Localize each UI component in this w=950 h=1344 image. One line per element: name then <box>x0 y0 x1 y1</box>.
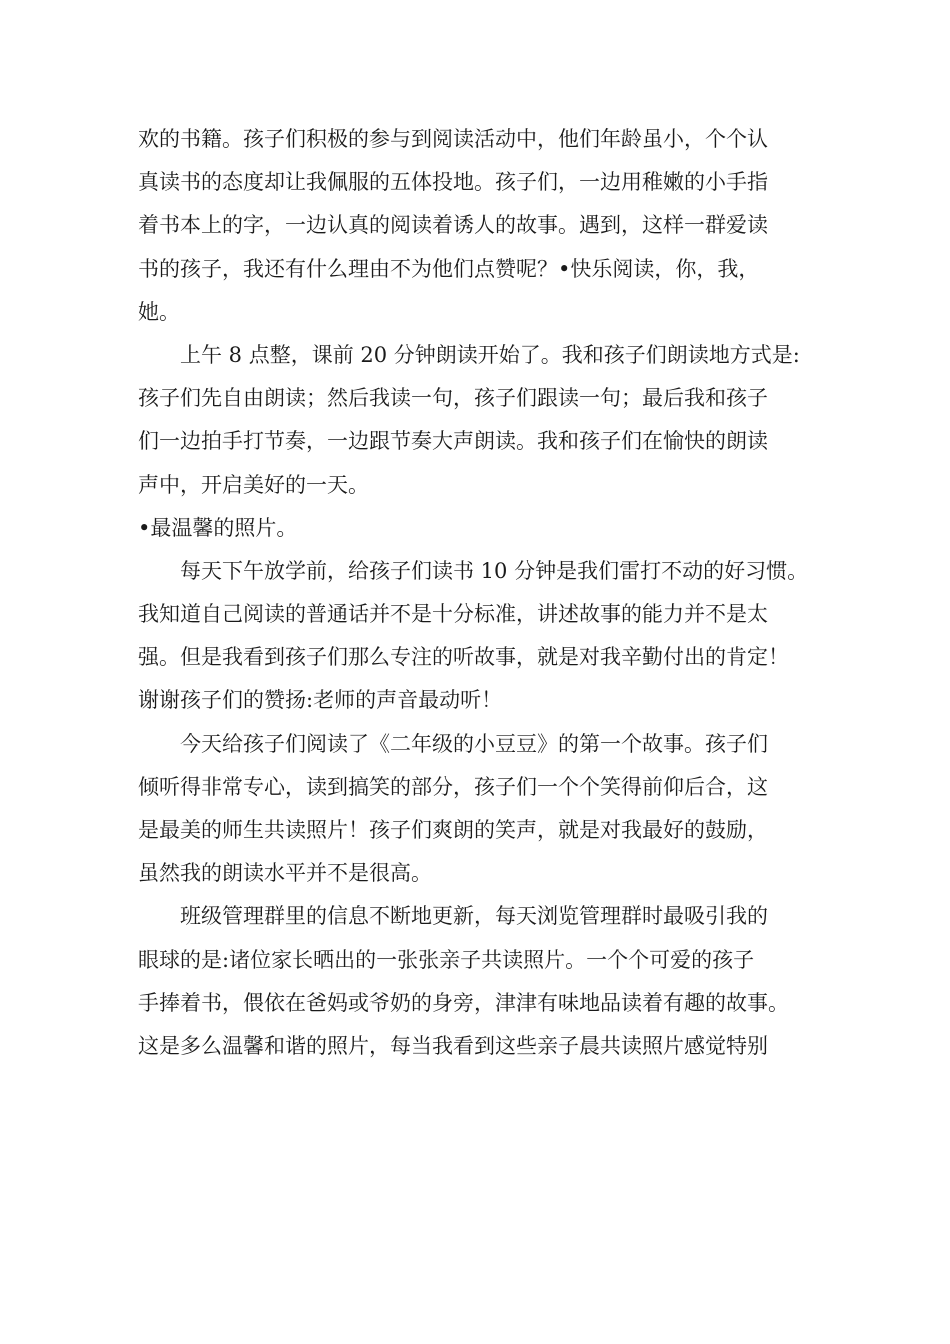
text-line: 上午 8 点整，课前 20 分钟朗读开始了。我和孩子们朗读地方式是: <box>138 342 800 367</box>
text-line: 倾听得非常专心，读到搞笑的部分，孩子们一个个笑得前仰后合，这 <box>138 774 768 799</box>
text-line: 欢的书籍。孩子们积极的参与到阅读活动中，他们年龄虽小，个个认 <box>138 127 768 151</box>
text-line: 书的孩子，我还有什么理由不为他们点赞呢？•快乐阅读，你，我， <box>138 256 760 281</box>
text-line: 谢谢孩子们的赞扬:老师的声音最动听！ <box>138 688 503 713</box>
text-line: 手捧着书，偎依在爸妈或爷奶的身旁，津津有味地品读着有趣的故事。 <box>138 990 789 1015</box>
text-line: 着书本上的字，一边认真的阅读着诱人的故事。遇到，这样一群爱读 <box>138 213 768 238</box>
text-line: 我知道自己阅读的普通话并不是十分标准，讲述故事的能力并不是太 <box>138 602 768 627</box>
text-line: 眼球的是:诸位家长晒出的一张张亲子共读照片。一个个可爱的孩子 <box>138 947 755 972</box>
body-text <box>138 118 838 1068</box>
text-line: 真读书的态度却让我佩服的五体投地。孩子们，一边用稚嫩的小手指 <box>138 170 768 195</box>
text-line: 今天给孩子们阅读了《二年级的小豆豆》的第一个故事。孩子们 <box>138 731 768 756</box>
text-line: 是最美的师生共读照片！孩子们爽朗的笑声，就是对我最好的鼓励， <box>138 818 768 842</box>
text-line: •最温馨的照片。 <box>138 515 298 540</box>
text-line: 强。但是我看到孩子们那么专注的听故事，就是对我辛勤付出的肯定！ <box>138 645 789 670</box>
text-line: 她。 <box>138 299 180 324</box>
text-line: 们一边拍手打节奏，一边跟节奏大声朗读。我和孩子们在愉快的朗读 <box>138 429 768 454</box>
text-line: 孩子们先自由朗读；然后我读一句，孩子们跟读一句；最后我和孩子 <box>138 386 768 411</box>
text-line: 虽然我的朗读水平并不是很高。 <box>138 861 432 886</box>
text-line: 班级管理群里的信息不断地更新，每天浏览管理群时最吸引我的 <box>138 904 768 929</box>
text-line: 声中，开启美好的一天。 <box>138 472 369 497</box>
text-line: 每天下午放学前，给孩子们读书 10 分钟是我们雷打不动的好习惯。 <box>138 558 809 583</box>
text-line: 这是多么温馨和谐的照片，每当我看到这些亲子晨共读照片感觉特别 <box>138 1033 768 1058</box>
